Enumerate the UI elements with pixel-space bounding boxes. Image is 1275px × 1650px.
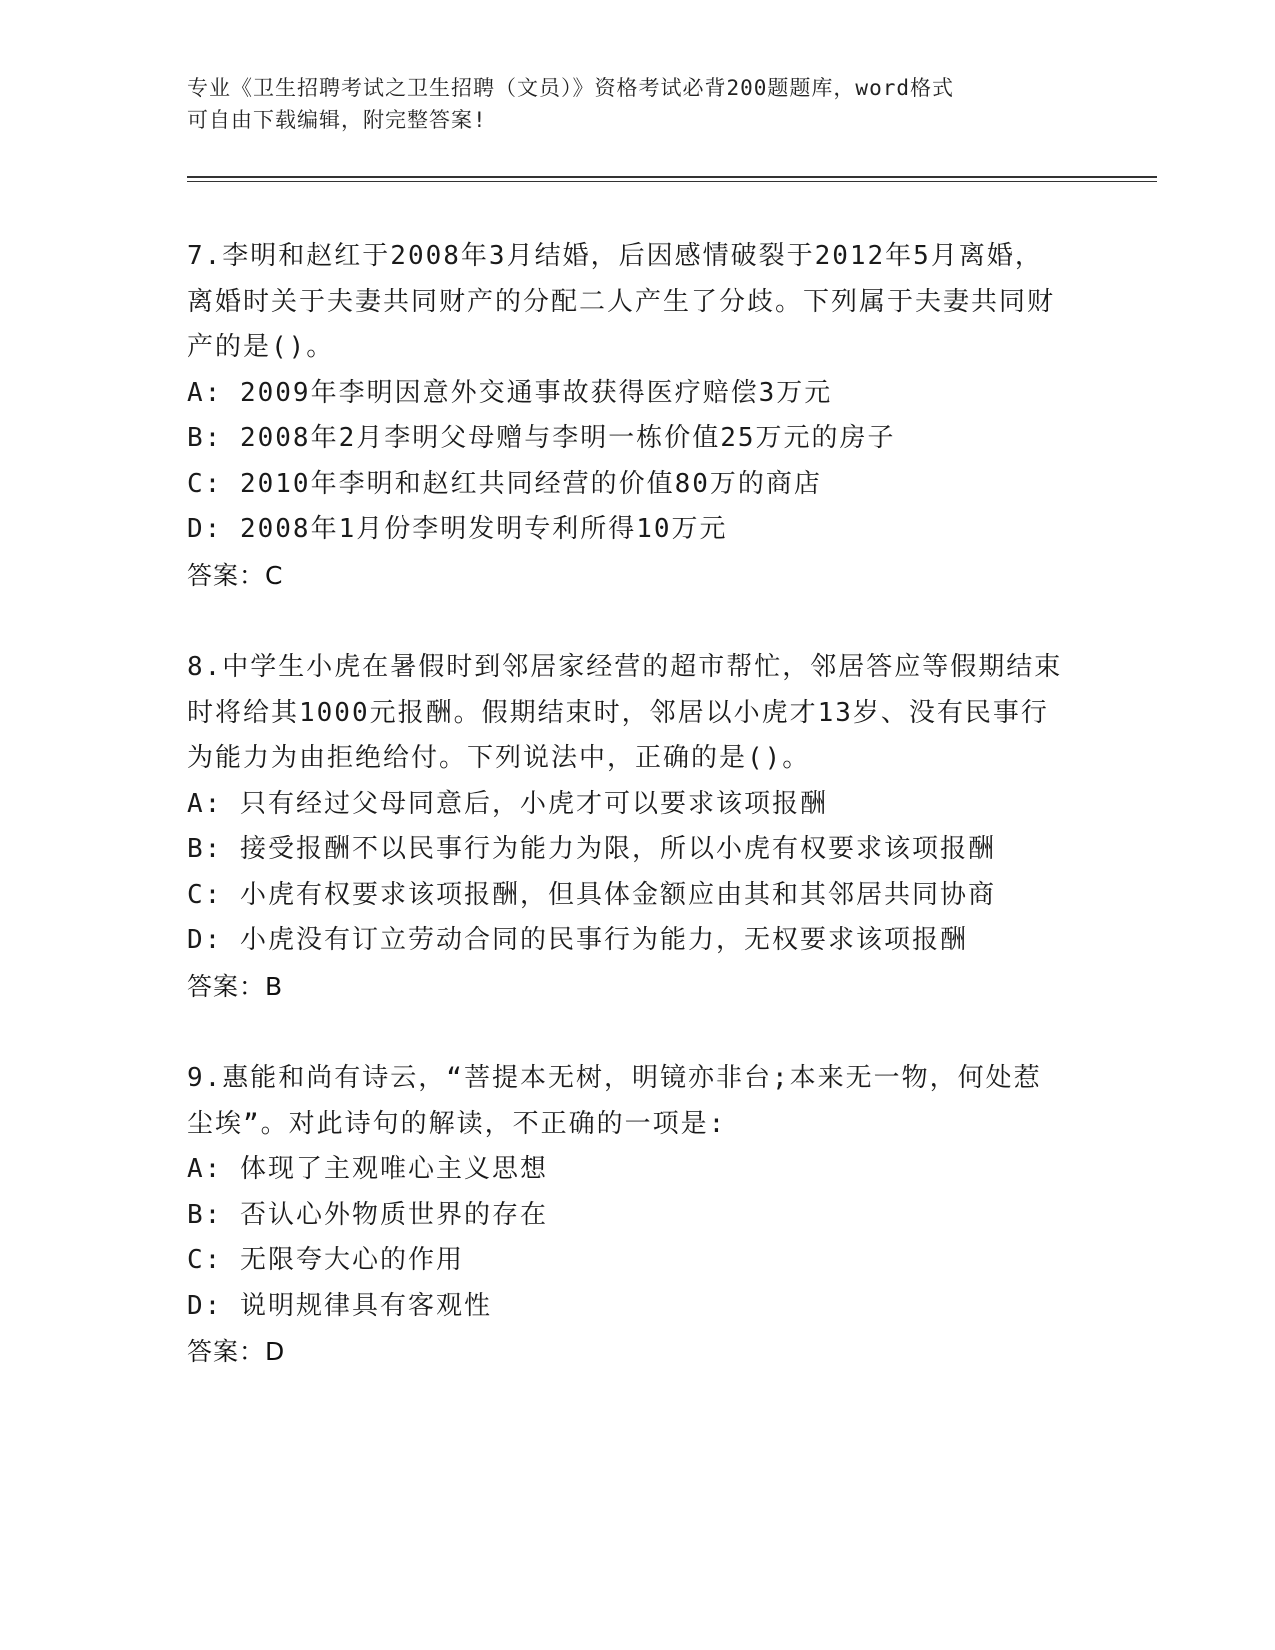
option-c: C: 无限夸大心的作用 [187, 1245, 464, 1275]
option-d: D: 2008年1月份李明发明专利所得10万元 [187, 514, 728, 544]
question-text: 9.惠能和尚有诗云，“菩提本无树，明镜亦非台;本来无一物，何处惹尘埃”。对此诗句的解读，不正确的一项是: [187, 1063, 1042, 1139]
option-b: B: 接受报酬不以民事行为能力为限，所以小虎有权要求该项报酬 [187, 834, 996, 864]
option-b: B: 2008年2月李明父母赠与李明一栋价值25万元的房子 [187, 423, 896, 453]
document-header [187, 72, 1067, 136]
question-text: 7.李明和赵红于2008年3月结婚，后因感情破裂于2012年5月离婚，离婚时关于夫妻共同财产的分配二人产生了分歧。下列属于夫妻共同财产的是()。 [187, 241, 1056, 362]
header-divider-thin [187, 181, 1157, 182]
header-line-1: 专业《卫生招聘考试之卫生招聘（文员）》资格考试必背200题题库，word格式 [187, 76, 954, 100]
option-c: C: 2010年李明和赵红共同经营的价值80万的商店 [187, 468, 822, 499]
option-a: A: 2009年李明因意外交通事故获得医疗赔偿3万元 [187, 377, 833, 408]
option-d: D: 小虎没有订立劳动合同的民事行为能力，无权要求该项报酬 [187, 925, 968, 955]
answer: 答案：C [187, 560, 284, 590]
option-d: D: 说明规律具有客观性 [187, 1290, 492, 1321]
answer: 答案：B [187, 971, 284, 1001]
header-divider-thick [187, 176, 1157, 178]
option-b: B: 否认心外物质世界的存在 [187, 1199, 548, 1230]
question-7 [187, 234, 1067, 598]
option-a: A: 体现了主观唯心主义思想 [187, 1154, 548, 1184]
question-8 [187, 645, 1067, 1009]
option-a: A: 只有经过父母同意后，小虎才可以要求该项报酬 [187, 788, 828, 819]
option-c: C: 小虎有权要求该项报酬，但具体金额应由其和其邻居共同协商 [187, 879, 996, 910]
question-9 [187, 1056, 1067, 1375]
header-line-2: 可自由下载编辑，附完整答案! [187, 108, 487, 132]
answer: 答案：D [187, 1337, 286, 1366]
question-text: 8.中学生小虎在暑假时到邻居家经营的超市帮忙，邻居答应等假期结束时将给其1000元报酬。假期结束时，邻居以小虎才13岁、没有民事行为能力为由拒绝给付。下列说法中，正确的是()。 [187, 652, 1063, 773]
